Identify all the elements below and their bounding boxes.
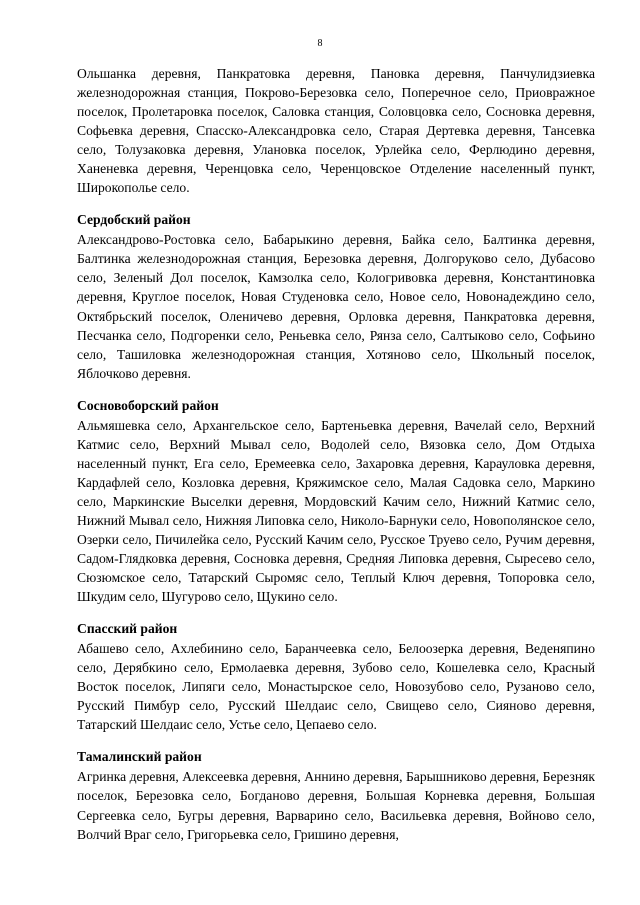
section-heading: Тамалинский район [77,749,202,765]
page-number: 8 [317,38,323,49]
section-spassky [77,619,595,734]
section-tamalinsky [77,747,595,843]
section-heading: Сердобский район [77,212,191,228]
section-serdobsky [77,210,595,382]
section-text: Агринка деревня, Алексеевка деревня, Аннино деревня, Барышниково деревня, Березняк поселок, Березовка село, Богданово деревня, Большая Корневка деревня, Большая Сергеевка село, Бугры деревня, Варварино село, Васильевка деревня, Войново село, Волчий Враг село, Григорьевка село, Гришино деревня, [77,769,595,842]
section-sosnovoborsky [77,396,595,606]
section-text: Абашево село, Ахлебинино село, Баранчеевка село, Белоозерка деревня, Веденяпино село, Дерябкино село, Ермолаевка деревня, Зубово село, Кошелевка село, Красный Восток поселок, Липяги село, Монастырское село, Новозубово село, Рузаново село, Русский Пимбур село, Русский Шелдаис село, Свищево село, Сияново деревня, Татарский Шелдаис село, Устье село, Цепаево село. [77,641,595,733]
section-heading: Сосновоборский район [77,397,219,413]
intro-paragraph: Ольшанка деревня, Панкратовка деревня, Пановка деревня, Панчулидзиевка железнодорожная станция, Покрово-Березовка село, Поперечное село, Приовражное поселок, Пролетаровка поселок, Саловка станция, Соловцовка село, Сосновка деревня, Софьевка деревня, Спасско-Александровка село, Старая Дертевка деревня, Тансевка село, Толузаковка деревня, Улановка поселок, Урлейка село, Ферлюдино деревня, Ханеневка деревня, Черенцовка село, Черенцовское Отделение населенный пункт, Широкополье село. [77,66,595,196]
section-text: Альмяшевка село, Архангельское село, Бартеньевка деревня, Вачелай село, Верхний Катмис село, Верхний Мывал село, Водолей село, Вязовка село, Дом Отдыха населенный пункт, Ега село, Еремеевка село, Захаровка деревня, Карауловка деревня, Кардафлей село, Козловка деревня, Кряжимское село, Малая Садовка село, Маркино село, Маркинские Выселки деревня, Мордовский Качим село, Нижний Катмис село, Нижний Мывал село, Нижняя Липовка село, Николо-Барнуки село, Новополянское село, Озерки село, Пичилейка село, Русский Качим село, Русское Труево село, Ручим деревня, Садом-Глядковка деревня, Сосновка деревня, Средняя Липовка деревня, Сыресево село, Сюзюмское село, Татарский Сыромяс село, Теплый Ключ деревня, Топоровка село, Шкудим село, Шугурово село, Щукино село. [77,417,595,605]
document-body [77,64,595,844]
section-heading: Спасский район [77,621,178,637]
section-text: Александрово-Ростовка село, Бабарыкино деревня, Байка село, Балтинка деревня, Балтинка железнодорожная станция, Березовка деревня, Долгоруково село, Дубасово село, Зеленый Дол поселок, Камзолка село, Кологривовка деревня, Константиновка деревня, Круглое поселок, Новая Студеновка село, Новое село, Новонадеждино село, Октябрьский поселок, Оленичево деревня, Орловка деревня, Панкратовка деревня, Песчанка село, Подгоренки село, Реньевка село, Рянза село, Салтыково село, Софьино село, Ташиловка железнодорожная станция, Хотяново село, Школьный поселок, Яблочково деревня. [77,232,595,381]
